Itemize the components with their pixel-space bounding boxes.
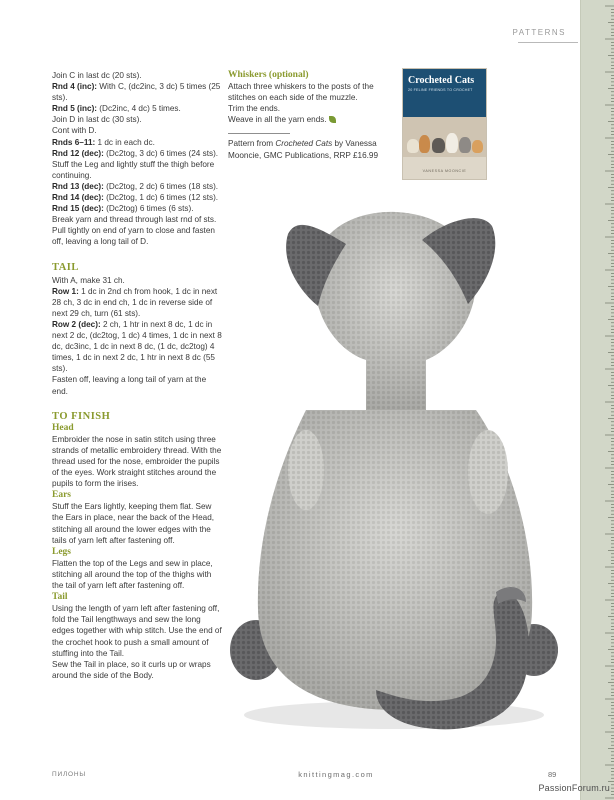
watermark: PassionForum.ru: [538, 783, 610, 793]
finish-heading: TO FINISH: [52, 410, 111, 422]
whiskers-column: [228, 70, 388, 161]
book-cover: [402, 68, 487, 180]
tail-line: Row 1: 1 dc in 2nd ch from hook, 1 dc in next 28 ch, 3 dc in end ch, 1 dc in reverse side of next 29 ch, turn (61 sts).: [52, 286, 218, 318]
credit-divider: [228, 133, 290, 134]
pattern-line: Rnd 5 (inc): (Dc2inc, 4 dc) 5 times.: [52, 104, 181, 114]
header-divider: [518, 42, 578, 43]
head-instructions: Embroider the nose in satin stitch using three strands of metallic embroidery thread. With the thread used for the nose, embroider the pupils of the eyes. Work straight stitches around the pupils to form the irises.: [52, 434, 222, 489]
crochet-cat-photo: [226, 210, 578, 750]
measuring-ruler: [580, 0, 614, 800]
pattern-line: Rnd 15 (dec): (Dc2tog) 6 times (6 sts).: [52, 204, 194, 214]
whiskers-line: Attach three whiskers to the posts of the stitches on each side of the muzzle.: [228, 82, 374, 103]
pattern-line: Rnd 13 (dec): (Dc2tog, 2 dc) 6 times (18 sts).: [52, 181, 219, 191]
book-cat: [446, 133, 458, 153]
tail-line: With A, make 31 ch.: [52, 275, 125, 285]
book-cat: [432, 138, 445, 153]
ears-subheading: Ears: [52, 490, 71, 501]
book-cat: [407, 139, 419, 153]
pattern-line: Rnd 14 (dec): (Dc2tog, 1 dc) 6 times (12 sts).: [52, 193, 219, 203]
legs-subheading: Legs: [52, 546, 71, 557]
whiskers-heading: Whiskers (optional): [228, 70, 309, 80]
pattern-line: Rnds 6–11: 1 dc in each dc.: [52, 137, 155, 147]
pattern-line: Rnd 12 (dec): (Dc2tog, 3 dc) 6 times (24 sts).: [52, 148, 219, 158]
tail-instructions-2: Sew the Tail in place, so it curls up or wraps around the side of the Body.: [52, 659, 211, 680]
pattern-line: Cont with D.: [52, 126, 97, 136]
footer-left-mark: ПИЛОНЫ: [52, 771, 86, 778]
pattern-line: Join C in last dc (20 sts).: [52, 71, 142, 80]
legs-instructions: Flatten the top of the Legs and sew in place, stitching all around the top of the thighs with the tail of yarn left after fastening off.: [52, 558, 213, 591]
book-cover-title: Crocheted Cats: [408, 75, 475, 86]
footer-website: knittingmag.com: [298, 770, 374, 779]
whiskers-line: Weave in all the yarn ends.: [228, 114, 388, 125]
book-cover-header: [403, 69, 486, 117]
tail-line: Fasten off, leaving a long tail of yarn at the end.: [52, 375, 207, 396]
pattern-column: [52, 70, 224, 681]
section-label: PATTERNS: [512, 28, 566, 37]
tail-subheading: Tail: [52, 592, 68, 603]
leaf-icon: [329, 116, 336, 123]
pattern-line: Stuff the Leg and lightly stuff the thigh before continuing.: [52, 159, 215, 180]
page-number: 89: [548, 770, 557, 779]
book-cover-author: VANESSA MOONCIE: [422, 169, 467, 173]
book-cat: [419, 135, 430, 153]
book-cover-subtitle: 20 FELINE FRIENDS TO CROCHET: [408, 88, 473, 92]
pattern-line: Break yarn and thread through last rnd of sts. Pull tightly on end of yarn to close and fasten off, leaving a long tail of D.: [52, 215, 217, 247]
tail-instructions: Using the length of yarn left after fastening off, fold the Tail lengthways and sew the long edges together with whip stitch. Use the end of the crochet hook to push a small amount of stuffing into the Tail.: [52, 604, 222, 658]
pattern-line: Join D in last dc (30 sts).: [52, 115, 142, 125]
book-credit: Pattern from Crocheted Cats by Vanessa Mooncie, GMC Publications, RRP £16.99: [228, 139, 379, 160]
pattern-line: Rnd 4 (inc): With C, (dc2inc, 3 dc) 5 times (25 sts).: [52, 82, 221, 103]
head-subheading: Head: [52, 422, 74, 433]
whiskers-line: Trim the ends.: [228, 104, 281, 114]
tail-line: Row 2 (dec): 2 ch, 1 htr in next 8 dc, 1 dc in next 2 dc, (dc2tog, 1 dc) 4 times, 1 dc in next 8 dc, dc3inc, 1 dc in next 8 dc, (1 dc, dc2tog) 4 times, 1 dc in next 2 dc, 1 htr in next 8 dc (55 sts).: [52, 319, 222, 374]
ruler-ticks: [581, 0, 614, 800]
ears-instructions: Stuff the Ears lightly, keeping them flat. Sew the Ears in place, near the back of the Head, stitching all around the lower edges with the tails of yarn left after fastening off.: [52, 502, 215, 545]
book-cover-cats: [403, 117, 486, 157]
tail-heading: TAIL: [52, 261, 79, 273]
book-cat: [459, 137, 471, 153]
book-cat: [472, 140, 483, 153]
